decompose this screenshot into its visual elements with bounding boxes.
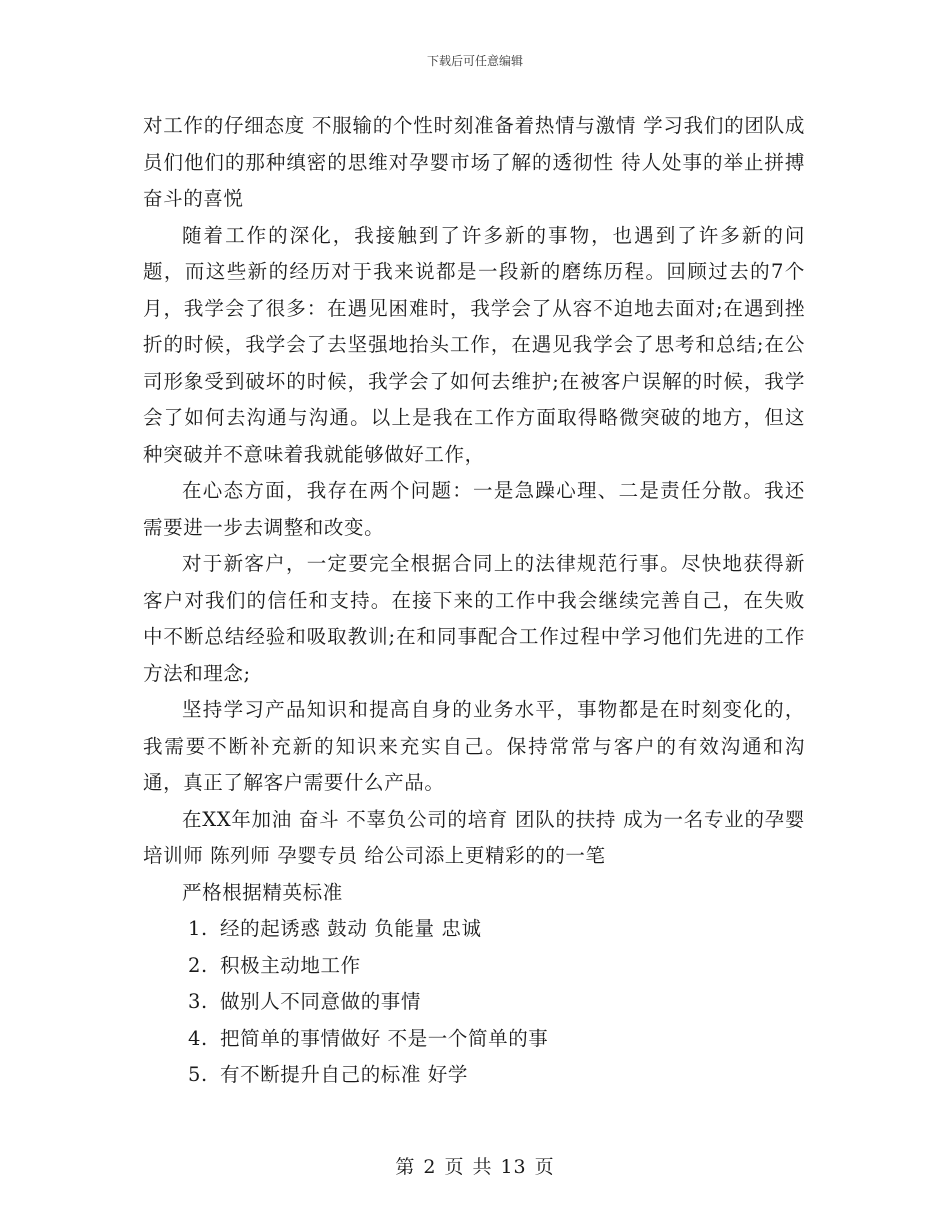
footer-suffix: 页 [534,1156,555,1178]
list-item [143,984,805,1021]
document-body [143,108,805,1094]
standards-list [143,911,805,1094]
list-item-number: 2. [188,953,208,977]
paragraph-7: 严格根据精英标准 [182,880,343,904]
list-item-text: 有不断提升自己的标准 好学 [220,1063,468,1086]
list-item-text: 经的起诱惑 鼓动 负能量 忠诚 [220,917,482,940]
list-item [143,948,805,985]
footer-total-label: 共 [472,1156,493,1178]
footer-prefix: 第 [395,1156,416,1178]
list-item [143,1021,805,1058]
paragraph-2: 随着工作的深化，我接触到了许多新的事物，也遇到了许多新的问题，而这些新的经历对于我来说都是一段新的磨练历程。回顾过去的7个月，我学会了很多：在遇见困难时，我学会了从容不迫地去面对;在遇到挫折的时候，我学会了去坚强地抬头工作，在遇见我学会了思考和总结;在公司形象受到破坏的时候，我学会了如何去维护;在被客户误解的时候，我学会了如何去沟通与沟通。以上是我在工作方面取得略微突破的地方，但这种突破并不意味着我就能够做好工作， [143,223,805,466]
paragraph-1: 对工作的仔细态度 不服输的个性时刻准备着热情与激情 学习我们的团队成员们他们的那种缜密的思维对孕婴市场了解的透彻性 待人处事的举止拼搏奋斗的喜悦 [143,114,805,210]
paragraph-6: 在XX年加油 奋斗 不辜负公司的培育 团队的扶持 成为一名专业的孕婴培训师 陈列师 孕婴专员 给公司添上更精彩的的一笔 [143,807,805,867]
list-item-number: 5. [188,1063,208,1086]
page-footer [0,1152,950,1179]
list-item-number: 3. [188,990,208,1013]
paragraph-5: 坚持学习产品知识和提高自身的业务水平，事物都是在时刻变化的，我需要不断补充新的知识来充实自己。保持常常与客户的有效沟通和沟通，真正了解客户需要什么产品。 [143,698,805,794]
current-page-number: 2 [423,1156,437,1178]
paragraph-3: 在心态方面，我存在两个问题：一是急躁心理、二是责任分散。我还需要进一步去调整和改变。 [143,479,805,539]
list-item-text: 把简单的事情做好 不是一个简单的事 [220,1026,549,1050]
total-page-count: 13 [500,1156,527,1178]
page-header: 下载后可任意编辑 [426,54,523,68]
paragraph-4: 对于新客户，一定要完全根据合同上的法律规范行事。尽快地获得新客户对我们的信任和支持。在接下来的工作中我会继续完善自己，在失败中不断总结经验和吸取教训;在和同事配合工作过程中学习他们先进的工作方法和理念; [143,552,805,685]
list-item-text: 做别人不同意做的事情 [220,990,422,1013]
list-item-number: 1. [188,917,208,940]
list-item [143,911,805,948]
footer-page-label: 页 [444,1156,465,1178]
list-item-number: 4. [188,1026,208,1050]
list-item-text: 积极主动地工作 [220,953,361,977]
list-item [143,1057,805,1094]
